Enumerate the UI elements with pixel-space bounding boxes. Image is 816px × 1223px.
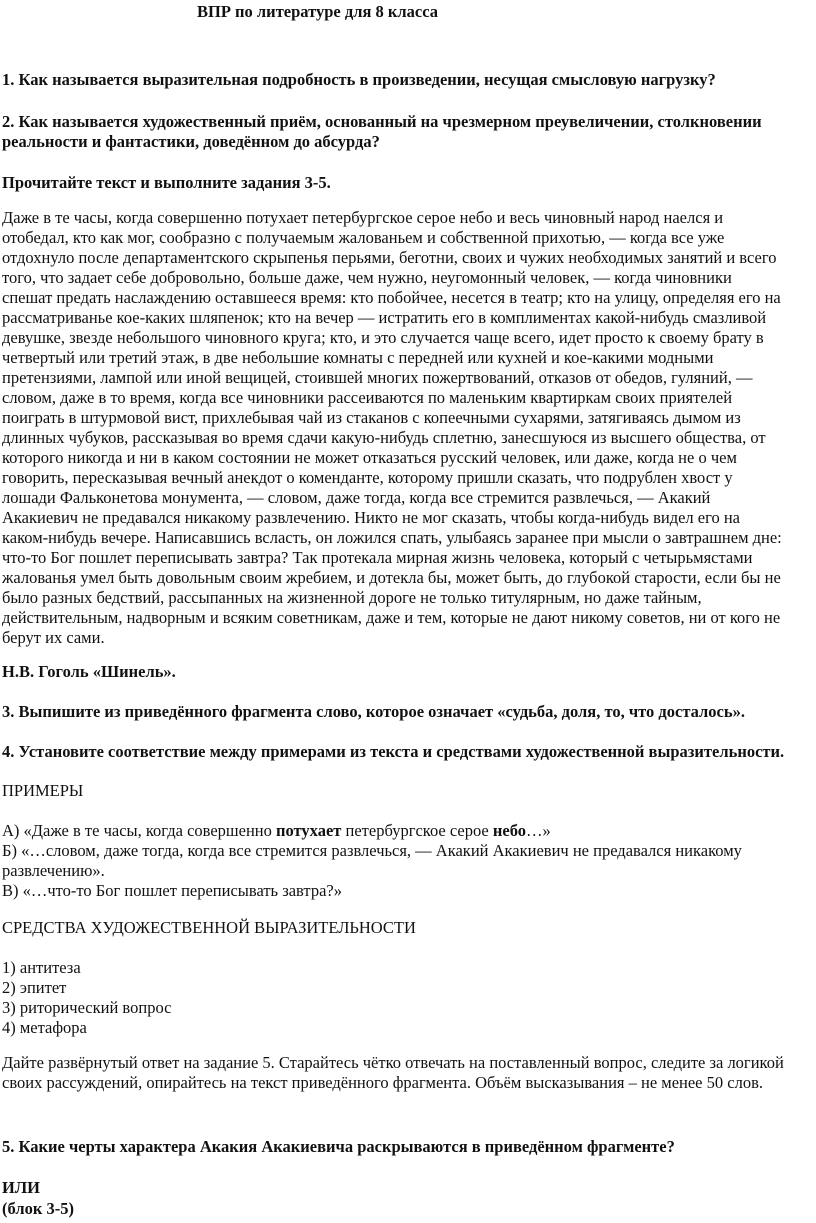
means-item: 3) риторический вопрос bbox=[2, 998, 172, 1017]
example-b-line-1: Б) «…словом, даже тогда, когда все стремится развлечься, — Акакий Акакиевич не предавался никакому bbox=[2, 841, 742, 860]
passage-line: Акакиевич не предавался никакому развлечению. Никто не мог сказать, чтобы когда-нибудь видел его на bbox=[2, 508, 740, 527]
passage bbox=[2, 208, 814, 648]
instruction: Прочитайте текст и выполните задания 3-5. bbox=[2, 173, 331, 192]
examples-heading: ПРИМЕРЫ bbox=[2, 781, 84, 800]
passage-line: того, что задает себе добровольно, больше даже, чем нужно, неугомонный человек, — когда чиновники bbox=[2, 268, 732, 287]
task-instruction-line-2: своих рассуждений, опирайтесь на текст приведённого фрагмента. Объём высказывания – не менее 50 слов. bbox=[2, 1073, 763, 1092]
example-c: В) «…что-то Бог пошлет переписывать завтра?» bbox=[2, 881, 342, 900]
question-1: 1. Как называется выразительная подробность в произведении, несущая смысловую нагрузку? bbox=[2, 70, 716, 89]
means-item: 1) антитеза bbox=[2, 958, 81, 977]
means-heading: СРЕДСТВА ХУДОЖЕСТВЕННОЙ ВЫРАЗИТЕЛЬНОСТИ bbox=[2, 918, 416, 937]
passage-line: длинных чубуков, рассказывая во время сдачи какую-нибудь сплетню, занесшуюся из высшего общества, от bbox=[2, 428, 766, 447]
passage-line: отдохнуло после департаментского скрыпенья перьями, беготни, своих и чужих необходимых занятий и всего bbox=[2, 248, 777, 267]
passage-line: говорить, пересказывая вечный анекдот о коменданте, которому пришли сказать, что подрублен хвост у bbox=[2, 468, 733, 487]
passage-line: лошади Фальконетова монумента, — словом, даже тогда, когда все стремится развлечься, — Акакий bbox=[2, 488, 711, 507]
example-b-line-2: развлечению». bbox=[2, 861, 105, 880]
passage-line: словом, даже в то время, когда все чиновники рассеиваются по маленьким квартиркам своих приятелей bbox=[2, 388, 733, 407]
examples-list bbox=[2, 821, 814, 901]
passage-line: претензиями, лампой или иной вещицей, стоившей многих пожертвований, отказов от обедов, гуляний, — bbox=[2, 368, 753, 387]
means-item: 4) метафора bbox=[2, 1018, 87, 1037]
example-a-suffix: …» bbox=[526, 821, 551, 840]
example-a-prefix: А) «Даже в те часы, когда совершенно bbox=[2, 821, 276, 840]
or-label: ИЛИ bbox=[2, 1178, 40, 1197]
question-2 bbox=[2, 112, 814, 152]
passage-line: действительным, надворным и всяким советникам, даже и тем, которые не дают никому советов, ни от кого не bbox=[2, 608, 781, 627]
page-title: ВПР по литературе для 8 класса bbox=[197, 2, 439, 21]
example-a-middle: петербургское серое bbox=[341, 821, 493, 840]
passage-line: что-то Бог пошлет переписывать завтра? Так протекала мирная жизнь человека, который с четырьмястами bbox=[2, 548, 753, 567]
task-instruction-line-1: Дайте развёрнутый ответ на задание 5. Старайтесь чётко отвечать на поставленный вопрос, следите за логикой bbox=[2, 1053, 784, 1072]
passage-line: каком-нибудь вечере. Написавшись всласть, он ложился спать, улыбаясь заранее при мысли о завтрашнем дне: bbox=[2, 528, 782, 547]
means-item: 2) эпитет bbox=[2, 978, 67, 997]
task-instruction bbox=[2, 1053, 814, 1093]
passage-line: четвертый или третий этаж, в две небольшие комнаты с передней или кухней и кое-какими модными bbox=[2, 348, 714, 367]
passage-line: было разных бедствий, рассыпанных на жизненной дороге не только титулярным, но даже тайным, bbox=[2, 588, 702, 607]
question-5: 5. Какие черты характера Акакия Акакиевича раскрываются в приведённом фрагменте? bbox=[2, 1137, 675, 1156]
question-3: 3. Выпишите из приведённого фрагмента слово, которое означает «судьба, доля, то, что досталось». bbox=[2, 702, 745, 721]
example-a bbox=[2, 821, 814, 841]
question-2-line-1: 2. Как называется художественный приём, основанный на чрезмерном преувеличении, столкновении bbox=[2, 112, 762, 131]
question-2-line-2: реальности и фантастики, доведённом до абсурда? bbox=[2, 132, 380, 151]
question-4: 4. Установите соответствие между примерами из текста и средствами художественной выразительности. bbox=[2, 742, 785, 761]
passage-line: берут их сами. bbox=[2, 628, 105, 647]
example-a-bold-word-1: потухает bbox=[275, 821, 342, 840]
passage-line: спешат предать наслаждению оставшееся время: кто побойчее, несется в театр; кто на улицу, определяя его на bbox=[2, 288, 781, 307]
passage-line: отобедал, кто как мог, сообразно с получаемым жалованьем и собственной прихотью, — когда все уже bbox=[2, 228, 725, 247]
block-label: (блок 3-5) bbox=[2, 1199, 74, 1218]
passage-line: которого никогда и ни в каком состоянии не может отказаться русский человек, или даже, когда не о чем bbox=[2, 448, 737, 467]
passage-line: рассматриванье кое-каких шляпенок; кто на вечер — истратить его в комплиментах какой-нибудь смазливой bbox=[2, 308, 767, 327]
source-attribution: Н.В. Гоголь «Шинель». bbox=[2, 662, 176, 681]
passage-line: поиграть в штурмовой вист, прихлебывая чай из стаканов с копеечными сухарями, затягиваясь дымом из bbox=[2, 408, 741, 427]
passage-line: жалованья умел быть довольным своим жребием, и дотекла бы, может быть, до глубокой старости, если бы не bbox=[2, 568, 781, 587]
example-a-bold-word-2: небо bbox=[492, 821, 526, 840]
passage-line: Даже в те часы, когда совершенно потухает петербургское серое небо и весь чиновный народ наелся и bbox=[2, 208, 724, 227]
means-list bbox=[2, 958, 814, 1038]
passage-line: девушке, звезде небольшого чиновного круга; кто, и это случается чаще всего, идет просто к своему брату в bbox=[2, 328, 764, 347]
